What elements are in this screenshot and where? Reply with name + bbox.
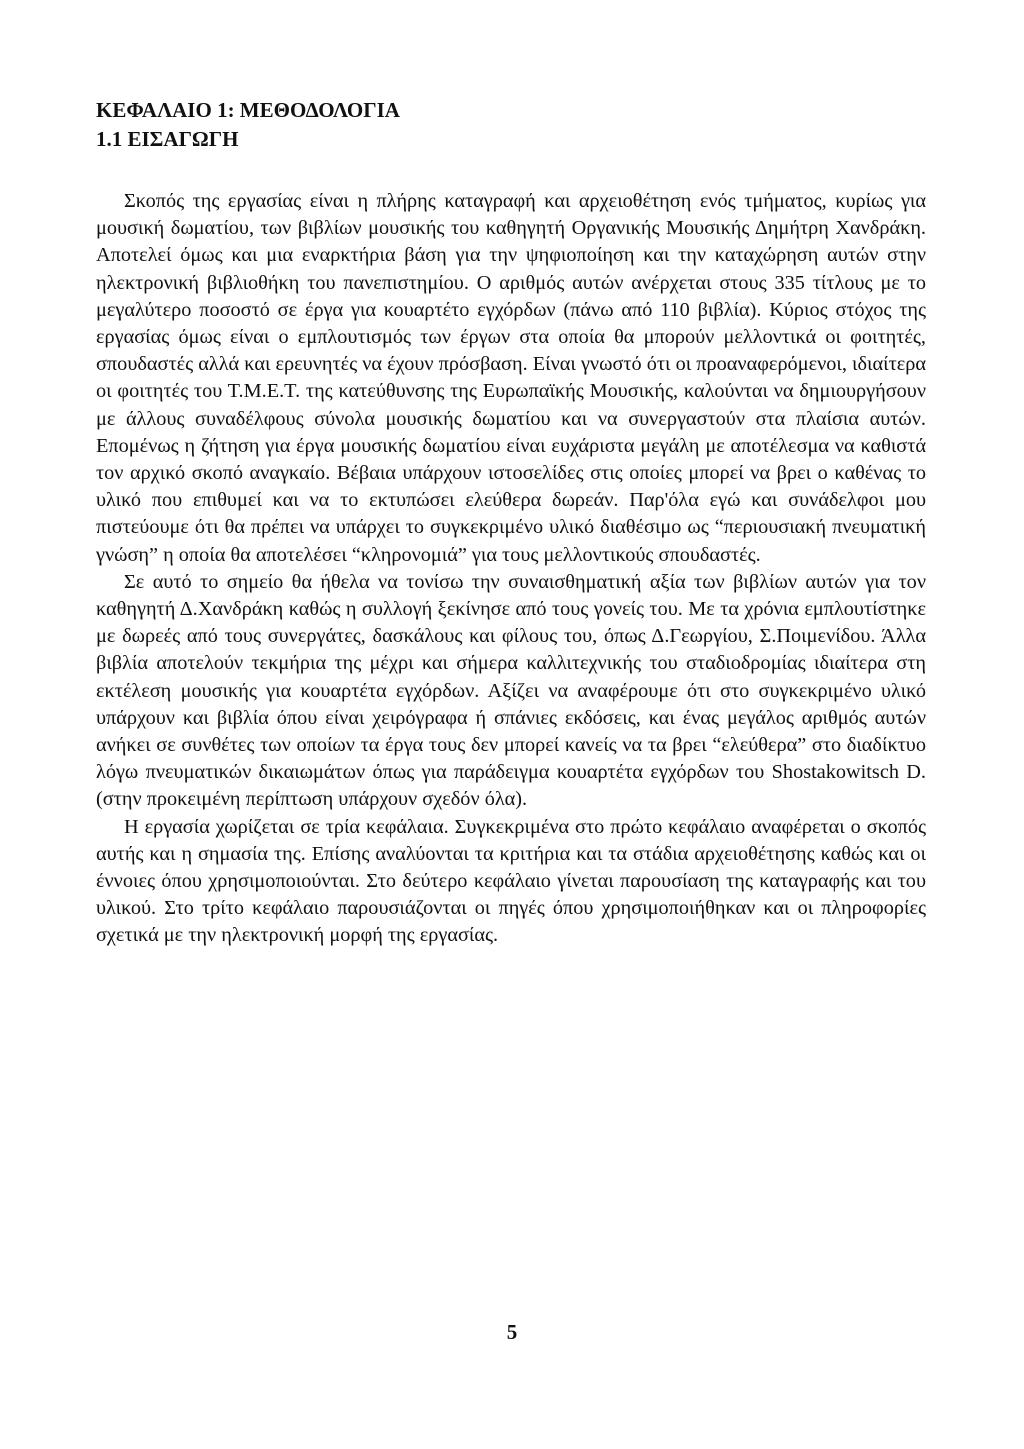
chapter-title: ΚΕΦΑΛΑΙΟ 1: ΜΕΘΟΔΟΛΟΓΙΑ	[96, 98, 400, 122]
page-number: 5	[506, 1320, 518, 1344]
document-page	[96, 96, 926, 950]
paragraph-collection-value: Σε αυτό το σημείο θα ήθελα να τονίσω την συναισθηματική αξία των βιβλίων αυτών για τον καθηγητή Δ.Χανδράκη καθώς η συλλογή ξεκίνησε από τους γονείς του. Με τα χρόνια εμπλουτίστηκε με δωρεές από τους συνεργάτες, δασκάλους και φίλους του, όπως Δ.Γεωργίου, Σ.Ποιμενίδου. Άλλα βιβλία αποτελούν τεκμήρια της μέχρι και σήμερα καλλιτεχνικής του σταδιοδρομίας ιδιαίτερα στη εκτέλεση μουσικής για κουαρτέτα εγχόρδων. Αξίζει να αναφέρουμε ότι στο συγκεκριμένο υλικό υπάρχουν και βιβλία όπου είναι χειρόγραφα ή σπάνιες εκδόσεις, και ένας μεγάλος αριθμός αυτών ανήκει σε συνθέτες των οποίων τα έργα τους δεν μπορεί κανείς να τα βρει “ελεύθερα” στο διαδίκτυο λόγω πνευματικών δικαιωμάτων όπως για παράδειγμα κουαρτέτα εγχόρδων του Shostakowitsch D.(στην προκειμένη περίπτωση υπάρχουν σχεδόν όλα).	[96, 570, 926, 811]
paragraph-structure: Η εργασία χωρίζεται σε τρία κεφάλαια. Συγκεκριμένα στο πρώτο κεφάλαιο αναφέρεται ο σκοπός αυτής και η σημασία της. Επίσης αναλύονται τα κριτήρια και τα στάδια αρχειοθέτησης καθώς και οι έννοιες όπου χρησιμοποιούνται. Στο δεύτερο κεφάλαιο γίνεται παρουσίαση της καταγραφής και του υλικού. Στο τρίτο κεφάλαιο παρουσιάζονται οι πηγές όπου χρησιμοποιήθηκαν και οι πληροφορίες σχετικά με την ηλεκτρονική μορφή της εργασίας.	[96, 815, 926, 947]
paragraph-purpose: Σκοπός της εργασίας είναι η πλήρης καταγραφή και αρχειοθέτηση ενός τμήματος, κυρίως για μουσική δωματίου, των βιβλίων μουσικής του καθηγητή Οργανικής Μουσικής Δημήτρη Χανδράκη. Αποτελεί όμως και μια εναρκτήρια βάση για την ψηφιοποίηση και την καταχώρηση αυτών στην ηλεκτρονική βιβλιοθήκη του πανεπιστημίου. Ο αριθμός αυτών ανέρχεται στους 335 τίτλους με το μεγαλύτερο ποσοστό σε έργα για κουαρτέτο εγχόρδων (πάνω από 110 βιβλία). Κύριος στόχος της εργασίας όμως είναι ο εμπλουτισμός των έργων στα οποία θα μπορούν μελλοντικά οι φοιτητές, σπουδαστές αλλά και ερευνητές να έχουν πρόσβαση. Είναι γνωστό ότι οι προαναφερόμενοι, ιδιαίτερα οι φοιτητές του Τ.Μ.Ε.Τ. της κατεύθυνσης της Ευρωπαϊκής Μουσικής, καλούνται να δημιουργήσουν με άλλους συναδέλφους σύνολα μουσικής δωματίου και να συνεργαστούν στα πλαίσια αυτών. Επομένως η ζήτηση για έργα μουσικής δωματίου είναι ευχάριστα μεγάλη με αποτέλεσμα να καθιστά τον αρχικό σκοπό αναγκαίο. Βέβαια υπάρχουν ιστοσελίδες στις οποίες μπορεί να βρει ο καθένας το υλικό που επιθυμεί και να το εκτυπώσει ελεύθερα δωρεάν. Παρ'όλα εγώ και συνάδελφοι μου πιστεύουμε ότι θα πρέπει να υπάρχει το συγκεκριμένο υλικό διαθέσιμο ως “περιουσιακή πνευματική γνώση” η οποία θα αποτελέσει “κληρονομιά” για τους μελλοντικούς σπουδαστές.	[96, 190, 926, 566]
section-title: 1.1 ΕΙΣΑΓΩΓΗ	[96, 127, 239, 151]
